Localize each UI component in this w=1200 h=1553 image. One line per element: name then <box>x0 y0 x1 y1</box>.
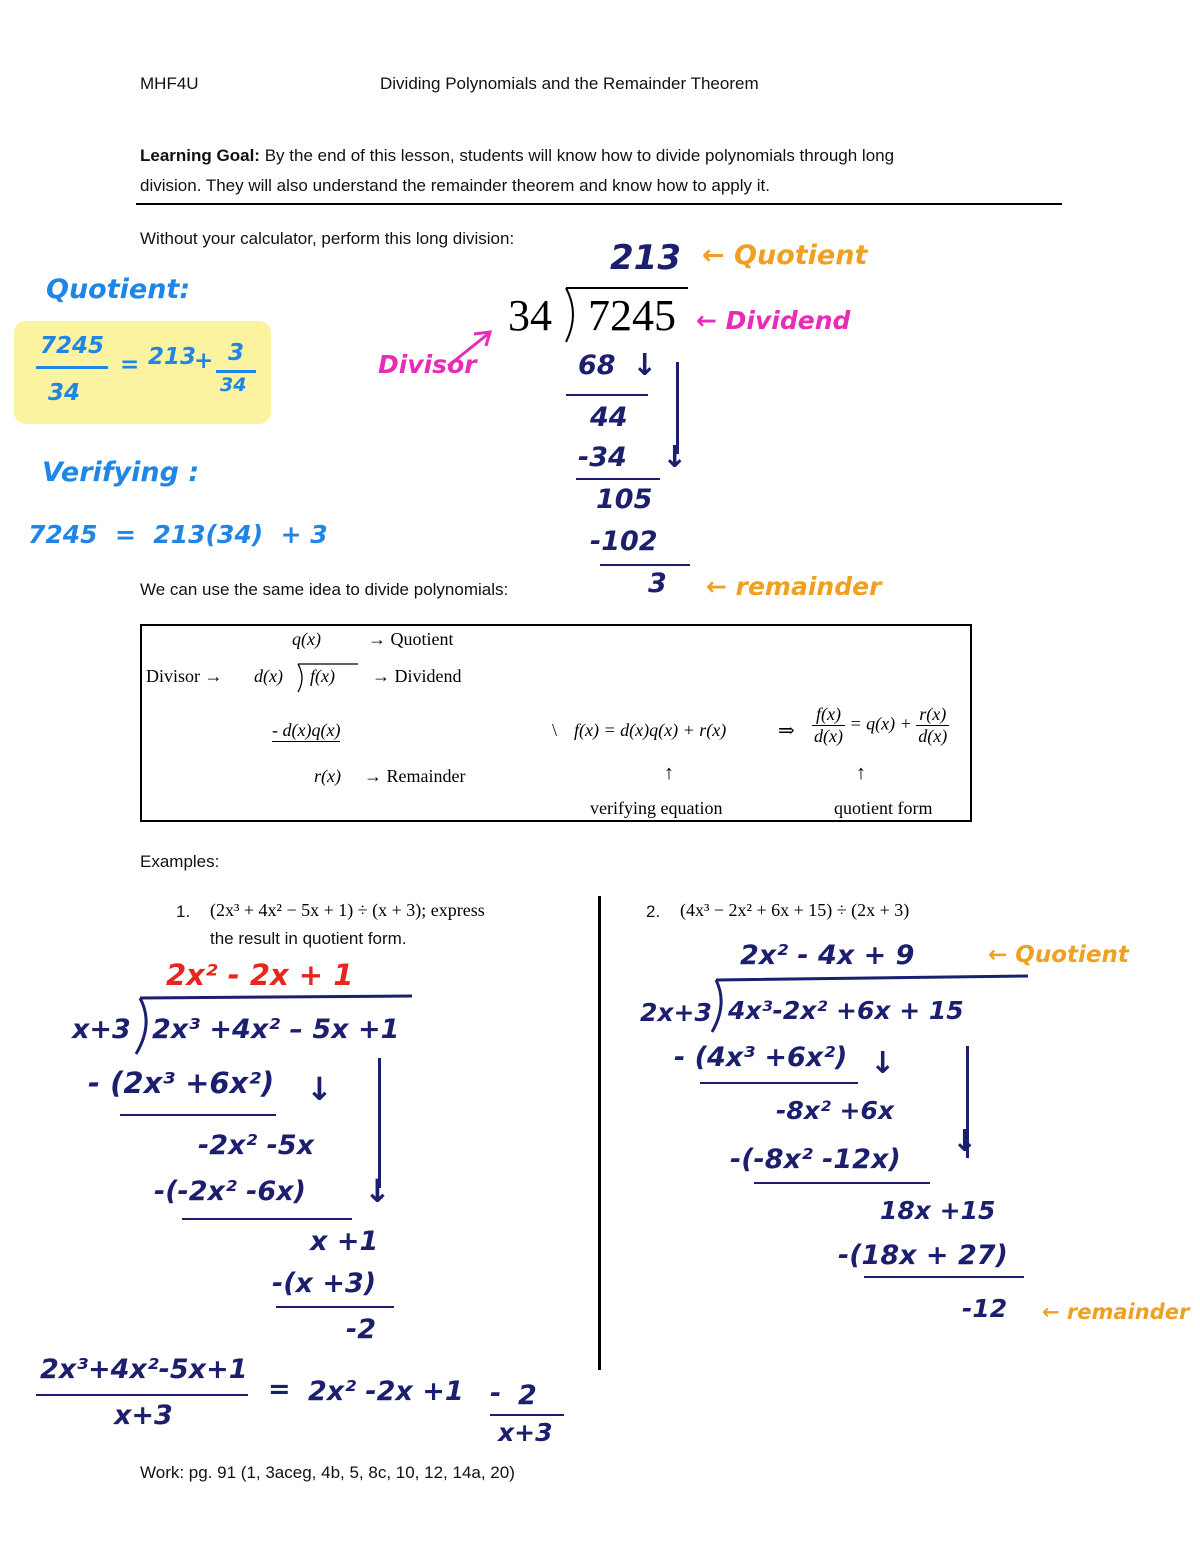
numeric-rule3 <box>600 564 690 566</box>
ex2-step3: -(-8x² -12x) <box>730 1144 901 1175</box>
numeric-rule2 <box>576 478 660 480</box>
ex1-result-frac-den: x+3 <box>498 1418 553 1447</box>
box-implies: ⇒ <box>778 720 795 742</box>
ex2-down-arrow-icon-2: ↓ <box>952 1124 978 1159</box>
ex2-step1: - (4x³ +6x²) <box>674 1042 848 1073</box>
numeric-step1: 68 <box>578 350 616 381</box>
ex1-result-bar <box>36 1394 248 1396</box>
work-assignment: Work: pg. 91 (1, 3aceg, 4b, 5, 8c, 10, 12, 14a, 20) <box>140 1463 515 1482</box>
divisor-arrow-icon <box>444 326 496 370</box>
examples-heading: Examples: <box>140 852 220 871</box>
quotient-heading: Quotient: <box>46 274 191 305</box>
quotient-rem-den: 34 <box>220 374 247 396</box>
numeric-dividend: 7245 <box>588 291 676 340</box>
divider <box>136 203 1062 205</box>
ex2-step4: 18x +15 <box>880 1196 996 1225</box>
ex1-result-frac-num: 2 <box>518 1380 537 1411</box>
ex1-quotient: 2x² - 2x + 1 <box>166 958 354 992</box>
box-dx: d(x) <box>254 666 283 686</box>
ex1-result-rhs: 2x² -2x +1 <box>308 1376 464 1407</box>
ex1-remainder: -2 <box>346 1314 376 1345</box>
ex2-remainder-label: ← remainder <box>1042 1300 1190 1324</box>
numeric-remainder: 3 <box>648 568 667 599</box>
ex1-result-den: x+3 <box>114 1400 173 1431</box>
learning-goal-text1: By the end of this lesson, students will know how to divide polynomials through long <box>264 146 895 165</box>
box-dividend-label: → Dividend <box>372 666 462 686</box>
numeric-step5: -102 <box>590 526 658 557</box>
learning-goal-line1 <box>140 146 894 166</box>
up-arrow-icon-1: ↑ <box>664 762 674 784</box>
ex1-dividend: 2x³ +4x² – 5x +1 <box>152 1014 400 1045</box>
box-therefore: \ <box>552 720 558 740</box>
ex1-step3: -(-2x² -6x) <box>154 1176 306 1207</box>
numeric-step3: -34 <box>578 442 627 473</box>
box-qx: q(x) <box>292 629 321 649</box>
ex1-rule2 <box>182 1218 352 1220</box>
formula-box <box>140 624 972 822</box>
intro-instruction: Without your calculator, perform this long division: <box>140 229 515 248</box>
numeric-rule1 <box>566 394 648 396</box>
polynomial-intro: We can use the same idea to divide polynomials: <box>140 580 509 599</box>
quotient-plus: + <box>194 348 214 374</box>
ex2-quotient-label: ← Quotient <box>988 942 1129 968</box>
verifying-equation: 7245 = 213(34) + 3 <box>28 520 328 549</box>
ex2-remainder: -12 <box>962 1294 1008 1323</box>
ex2-step2: -8x² +6x <box>776 1096 895 1125</box>
quotient-whole: 213 <box>148 344 197 370</box>
numeric-divisor: 34 <box>508 291 552 340</box>
qf-den1: d(x) <box>814 726 843 746</box>
numeric-quotient: 213 <box>610 238 681 278</box>
quotient-rem-num: 3 <box>228 340 245 366</box>
qf-mid: = q(x) + <box>849 713 912 734</box>
ex2-dividend: 4x³-2x² +6x + 15 <box>728 996 964 1025</box>
quotient-frac-bar <box>36 366 108 369</box>
ex1-rule1 <box>120 1114 276 1116</box>
quotient-eq: = <box>120 352 140 378</box>
ex2-rule3 <box>864 1276 1024 1278</box>
box-rx: r(x) <box>314 766 341 786</box>
box-quotient-form-label: quotient form <box>834 798 933 818</box>
learning-goal-line2: division. They will also understand the remainder theorem and know how to apply it. <box>140 176 770 195</box>
ex1-arrow-line <box>378 1058 381 1188</box>
ex1-prompt-line2: the result in quotient form. <box>210 929 407 948</box>
ex2-rule2 <box>754 1182 930 1184</box>
ex2-number: 2. <box>646 902 661 921</box>
box-remainder-label: → Remainder <box>364 766 466 786</box>
down-arrow-icon-2: ↓ <box>662 440 688 475</box>
box-quotient-form <box>812 704 949 747</box>
label-quotient: ← Quotient <box>702 240 868 271</box>
ex1-down-arrow-icon-1: ↓ <box>306 1070 333 1108</box>
page-title: Dividing Polynomials and the Remainder Theorem <box>380 74 759 93</box>
ex1-result-frac-bar <box>490 1414 564 1416</box>
box-quotient-label: → Quotient <box>368 629 454 649</box>
box-verifying-label: verifying equation <box>590 798 723 818</box>
box-subtract: - d(x)q(x) <box>272 720 341 740</box>
ex1-number: 1. <box>176 902 191 921</box>
ex1-result-eq: = <box>268 1374 291 1405</box>
numeric-step2: 44 <box>590 402 628 433</box>
qf-den2: d(x) <box>918 726 948 746</box>
ex1-rule3 <box>276 1306 394 1308</box>
quotient-den: 34 <box>48 380 81 406</box>
ex1-down-arrow-icon-2: ↓ <box>364 1172 391 1210</box>
ex1-prompt: (2x³ + 4x² − 5x + 1) ÷ (x + 3); express <box>210 900 485 920</box>
ex1-step2: -2x² -5x <box>198 1130 315 1161</box>
ex1-result-num: 2x³+4x²-5x+1 <box>40 1354 248 1385</box>
down-arrow-icon-1: ↓ <box>632 348 658 383</box>
ex2-quotient: 2x² - 4x + 9 <box>740 940 915 971</box>
box-verifying-eq: f(x) = d(x)q(x) + r(x) <box>574 720 727 740</box>
ex2-down-arrow-icon-1: ↓ <box>870 1046 896 1081</box>
qf-num2: r(x) <box>916 704 949 726</box>
ex2-prompt: (4x³ − 2x² + 6x + 15) ÷ (2x + 3) <box>680 900 910 920</box>
column-divider <box>598 896 601 1370</box>
numeric-step4: 105 <box>596 484 653 515</box>
ex1-result-minus: - <box>490 1378 502 1409</box>
quotient-num: 7245 <box>40 333 105 359</box>
label-dividend: ← Dividend <box>696 306 851 335</box>
ex1-step5: -(x +3) <box>272 1268 377 1299</box>
ex2-step5: -(18x + 27) <box>838 1240 1008 1271</box>
ex1-step1: - (2x³ +6x²) <box>88 1066 275 1100</box>
box-divisor-label: Divisor → <box>146 666 223 686</box>
verifying-heading: Verifying : <box>42 457 200 488</box>
label-remainder: ← remainder <box>706 572 882 601</box>
ex2-rule1 <box>700 1082 858 1084</box>
learning-goal-label: Learning Goal: <box>140 146 260 165</box>
box-fx: f(x) <box>310 666 335 686</box>
ex1-divisor: x+3 <box>72 1014 131 1045</box>
ex2-divisor: 2x+3 <box>640 998 712 1027</box>
course-code: MHF4U <box>140 74 199 93</box>
quotient-rem-bar <box>216 370 256 373</box>
label-divisor: Divisor <box>378 350 477 379</box>
qf-num1: f(x) <box>812 704 845 726</box>
up-arrow-icon-2: ↑ <box>856 762 866 784</box>
ex1-step4: x +1 <box>310 1226 379 1257</box>
